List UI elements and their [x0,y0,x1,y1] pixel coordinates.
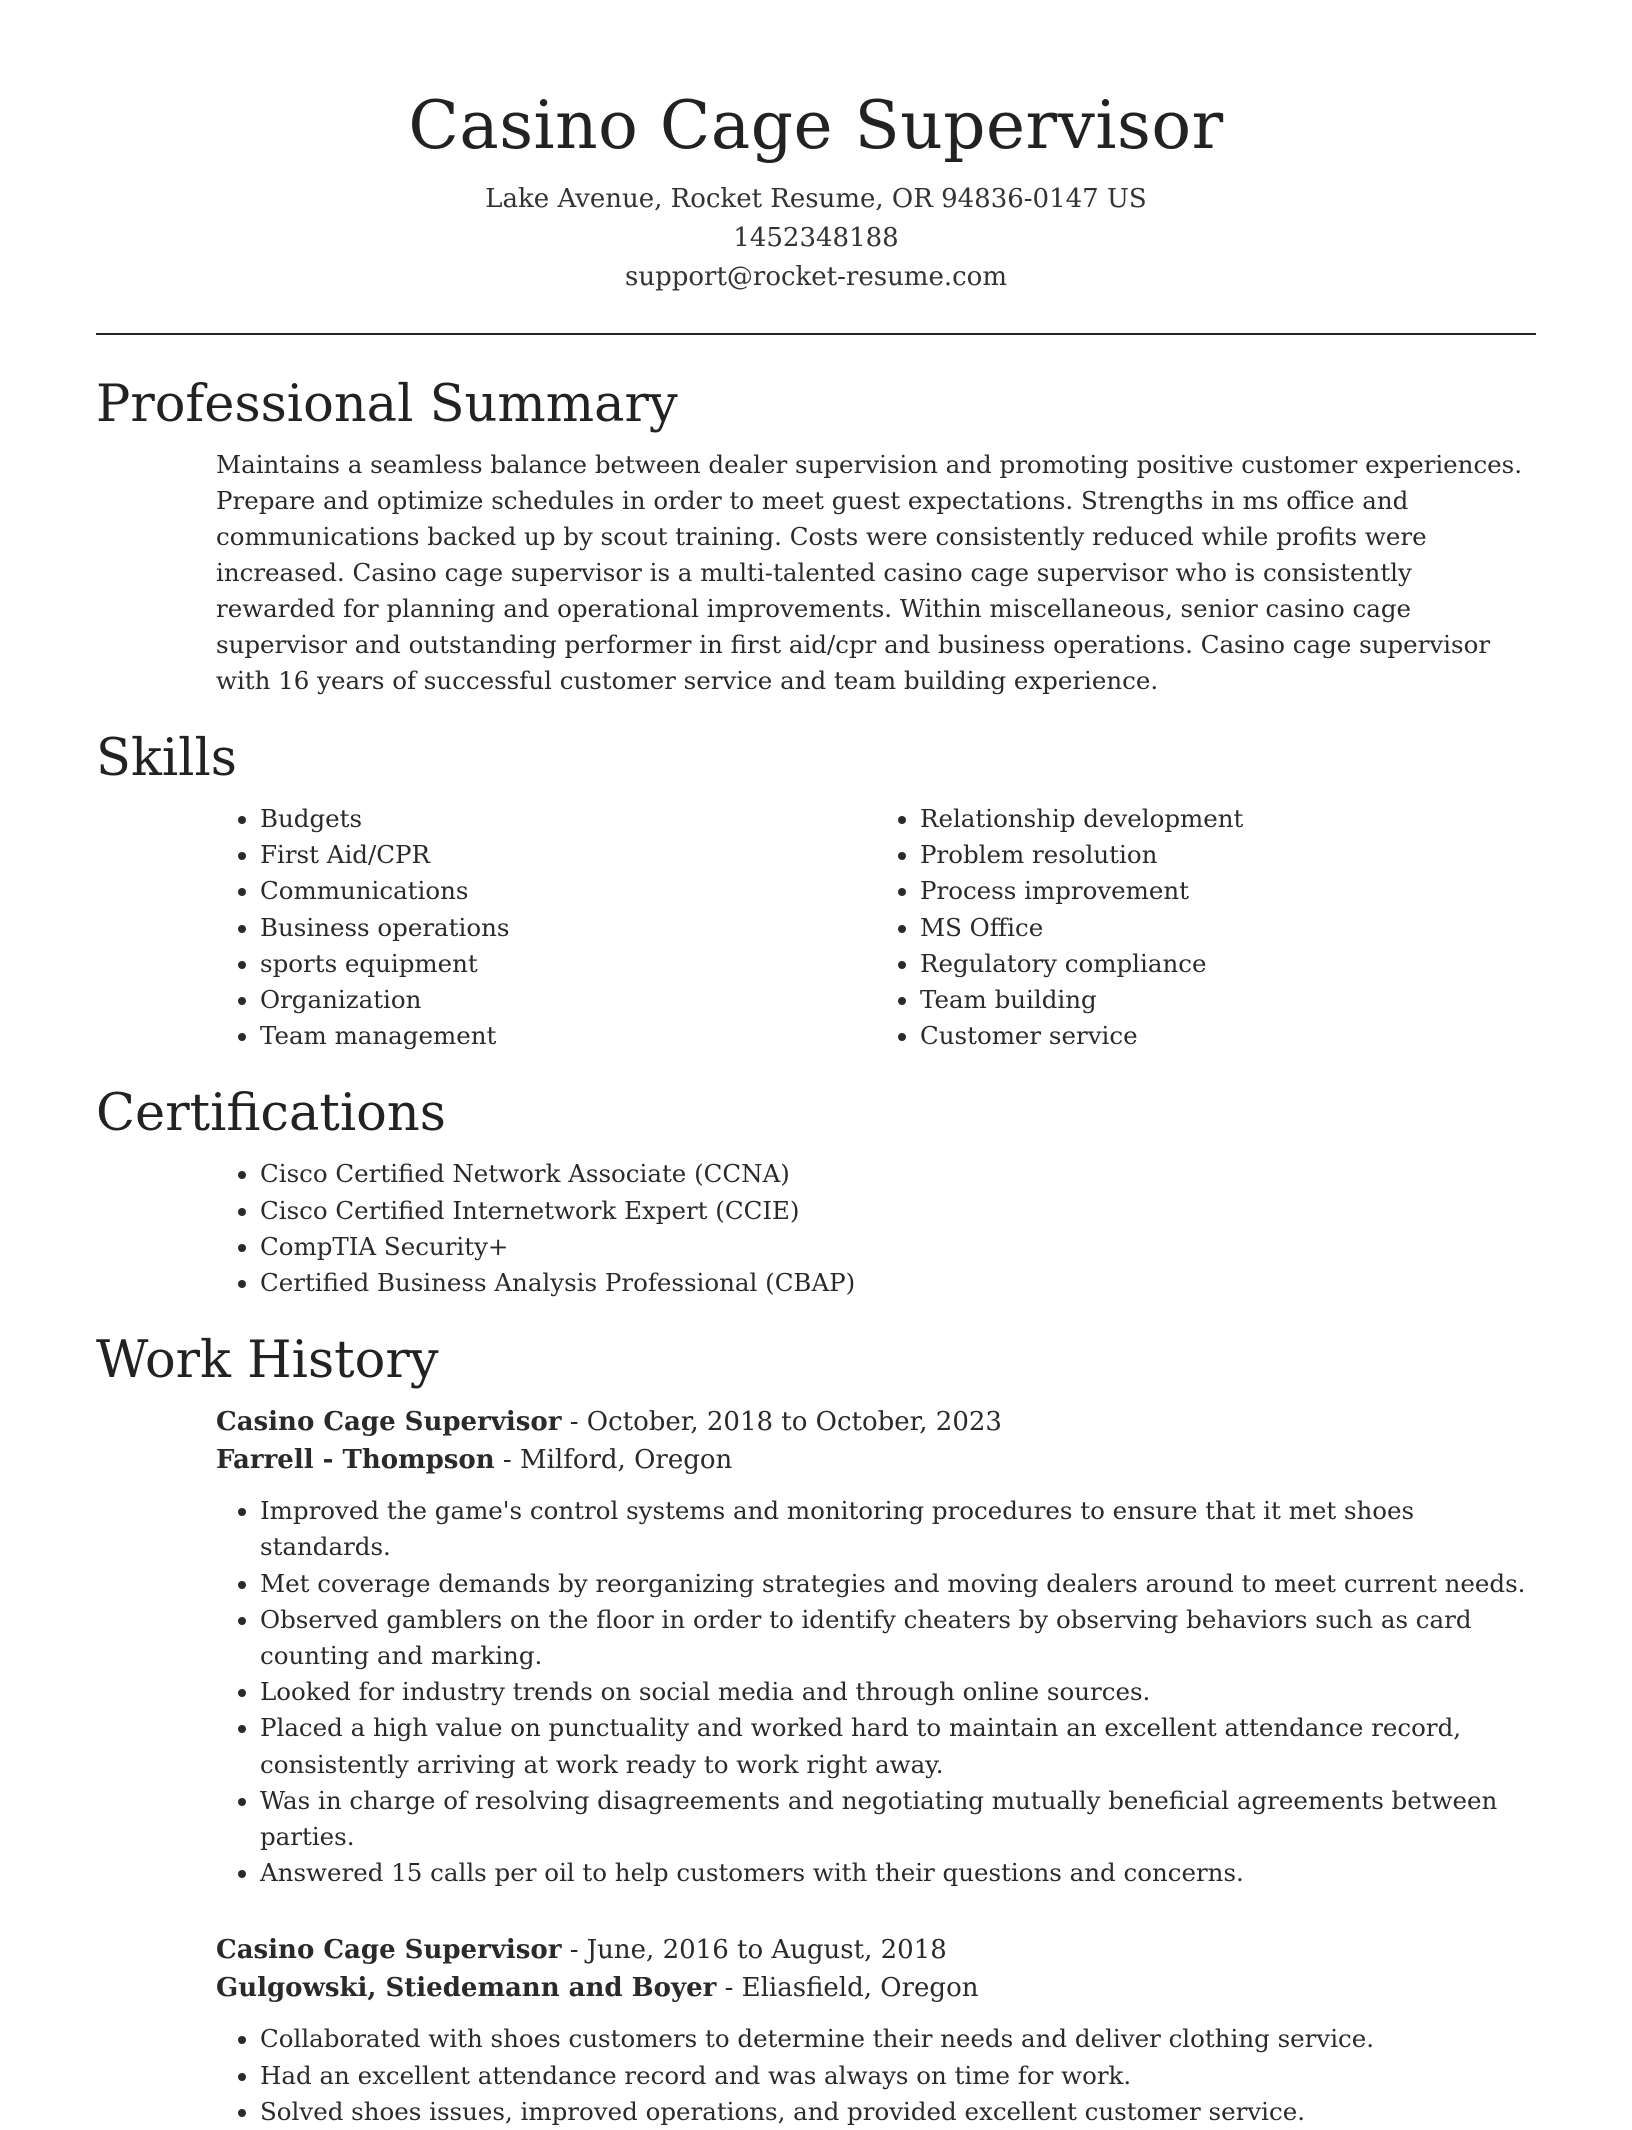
job-title-line [216,1931,1536,1969]
job-title-line [216,1403,1536,1441]
job-bullet: • Improved the game's control systems and monitoring procedures to ensure that it met shoes standards. [260,1493,1536,1565]
summary-text: Maintains a seamless balance between dealer supervision and promoting positive customer experiences. Prepare and optimize schedules in order to meet guest expectations. Strengths in ms office and communications backed up by scout training. Costs were consistently reduced while profits were increased. Casino cage supervisor is a multi-talented casino cage supervisor who is consistently rewarded for planning and operational improvements. Within miscellaneous, senior casino cage supervisor and outstanding performer in first aid/cpr and business operations. Casino cage supervisor with 16 years of successful customer service and team building experience. [216,450,1523,695]
skills-heading: Skills [96,729,237,788]
job-employer: Farrell - Thompson [216,1445,495,1476]
job-bullet: • Met coverage demands by reorganizing strategies and moving dealers around to meet current needs. [260,1566,1536,1602]
skill-item: • Team building [920,982,1536,1018]
certifications-section [96,1082,1536,1301]
work-history-section [96,1329,1536,2130]
certification-item: • Cisco Certified Internetwork Expert (CCIE) [260,1193,1536,1229]
skill-item: • Regulatory compliance [920,946,1536,982]
skill-item: • sports equipment [260,946,876,982]
job-bullet: • Observed gamblers on the floor in order to identify cheaters by observing behaviors such as card counting and marking. [260,1602,1536,1674]
certification-item: • Cisco Certified Network Associate (CCNA) [260,1156,1536,1192]
summary-section [96,373,1536,699]
skill-item: • Problem resolution [920,837,1536,873]
skill-item: • Organization [260,982,876,1018]
skills-list-right [876,801,1536,1054]
skill-item: • Customer service [920,1018,1536,1054]
email: support@rocket-resume.com [624,262,1007,292]
certification-item: • Certified Business Analysis Professional (CBAP) [260,1265,1536,1301]
skill-item: • Process improvement [920,873,1536,909]
job-bullet: • Placed a high value on punctuality and worked hard to maintain an excellent attendance record, consistently arriving at work ready to work right away. [260,1710,1536,1782]
job-bullet: • Answered 15 calls per oil to help customers with their questions and concerns. [260,1855,1536,1891]
skills-grid [96,801,1536,1054]
summary-heading: Professional Summary [96,375,678,434]
job-bullets [216,2021,1536,2130]
job-bullets [216,1493,1536,1891]
job-bullet: • Was in charge of resolving disagreements and negotiating mutually beneficial agreements between parties. [260,1783,1536,1855]
job-dates: - October, 2018 to October, 2023 [561,1407,1002,1438]
skill-item: • Team management [260,1018,876,1054]
job-employer-line [216,1969,1536,2007]
job-bullet: • Solved shoes issues, improved operations, and provided excellent customer service. [260,2094,1536,2130]
job-title: Casino Cage Supervisor [216,1407,562,1438]
header-divider [96,333,1536,335]
certifications-heading: Certifications [96,1084,446,1144]
job-title: Casino Cage Supervisor [216,1935,562,1966]
job-employer: Gulgowski, Stiedemann and Boyer [216,1973,717,2004]
skill-item: • Relationship development [920,801,1536,837]
resume-page [96,0,1536,2130]
resume-header [96,0,1536,335]
skills-list-left [216,801,876,1054]
address: Lake Avenue, Rocket Resume, OR 94836-0147 US [485,184,1147,214]
job-bullet: • Collaborated with shoes customers to determine their needs and deliver clothing service. [260,2021,1536,2057]
job-entry [96,1931,1536,2130]
skill-item: • MS Office [920,910,1536,946]
certifications-list [96,1156,1536,1301]
phone: 1452348188 [733,223,899,253]
job-entry [96,1403,1536,1891]
contact-info [96,180,1536,297]
skill-item: • Budgets [260,801,876,837]
job-employer-line [216,1441,1536,1479]
certification-item: • CompTIA Security+ [260,1229,1536,1265]
job-dates: - June, 2016 to August, 2018 [561,1935,947,1966]
work-history-heading: Work History [96,1331,439,1391]
job-bullet: • Looked for industry trends on social media and through online sources. [260,1674,1536,1710]
skill-item: • First Aid/CPR [260,837,876,873]
skill-item: • Business operations [260,910,876,946]
skill-item: • Communications [260,873,876,909]
job-location: - Milford, Oregon [494,1445,733,1476]
job-location: - Eliasfield, Oregon [716,1973,979,2004]
skills-section [96,727,1536,1054]
job-bullet: • Had an excellent attendance record and was always on time for work. [260,2058,1536,2094]
resume-name: Casino Cage Supervisor [408,87,1224,164]
